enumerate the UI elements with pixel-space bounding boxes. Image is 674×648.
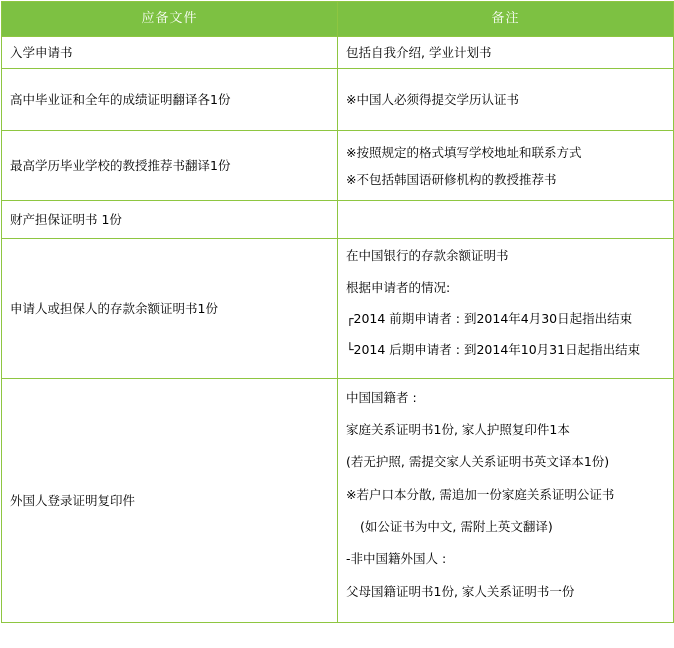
- column-header-notes: 备注: [338, 2, 674, 37]
- table-row: [2, 379, 674, 623]
- table-header-row: [2, 2, 674, 37]
- document-note: [338, 239, 674, 379]
- note-line: (若无护照, 需提交家人关系证明书英文译本1份): [346, 454, 610, 470]
- note-line: 中国国籍者 :: [346, 389, 417, 405]
- document-note: [338, 69, 674, 131]
- documents-table: [1, 1, 674, 623]
- note-line: └2014 后期申请者 : 到2014年10月31日起指出结束: [346, 342, 641, 358]
- note-line: ┌2014 前期申请者 : 到2014年4月30日起指出结束: [346, 310, 633, 326]
- note-line: ※若户口本分散, 需追加一份家庭关系证明公证书: [346, 486, 615, 502]
- column-header-documents: 应备文件: [2, 2, 338, 37]
- table-row: [2, 37, 674, 69]
- document-name: 入学申请书: [2, 37, 338, 69]
- note-line: ※不包括韩国语研修机构的教授推荐书: [346, 171, 557, 187]
- note-line: 包括自我介绍, 学业计划书: [346, 45, 492, 60]
- document-name: 财产担保证明书 1份: [2, 201, 338, 239]
- document-note: [338, 379, 674, 623]
- note-line: ※按照规定的格式填写学校地址和联系方式: [346, 144, 582, 160]
- note-line: 家庭关系证明书1份, 家人护照复印件1本: [346, 421, 570, 437]
- table-row: [2, 201, 674, 239]
- note-line: ※中国人必须得提交学历认证书: [346, 92, 519, 108]
- note-line: (如公证书为中文, 需附上英文翻译): [360, 519, 553, 535]
- document-name: 高中毕业证和全年的成绩证明翻译各1份: [2, 69, 338, 131]
- table-row: [2, 69, 674, 131]
- table-row: [2, 131, 674, 201]
- document-name: 申请人或担保人的存款余额证明书1份: [2, 239, 338, 379]
- note-line: 在中国银行的存款余额证明书: [346, 248, 509, 264]
- document-note: [338, 201, 674, 239]
- note-line: 根据申请者的情况:: [346, 279, 451, 295]
- note-line: -非中国籍外国人 :: [346, 551, 447, 567]
- document-name: 最高学历毕业学校的教授推荐书翻译1份: [2, 131, 338, 201]
- table-row: [2, 239, 674, 379]
- document-name: 外国人登录证明复印件: [2, 379, 338, 623]
- document-note: [338, 131, 674, 201]
- document-note: [338, 37, 674, 69]
- note-line: 父母国籍证明书1份, 家人关系证明书一份: [346, 583, 575, 599]
